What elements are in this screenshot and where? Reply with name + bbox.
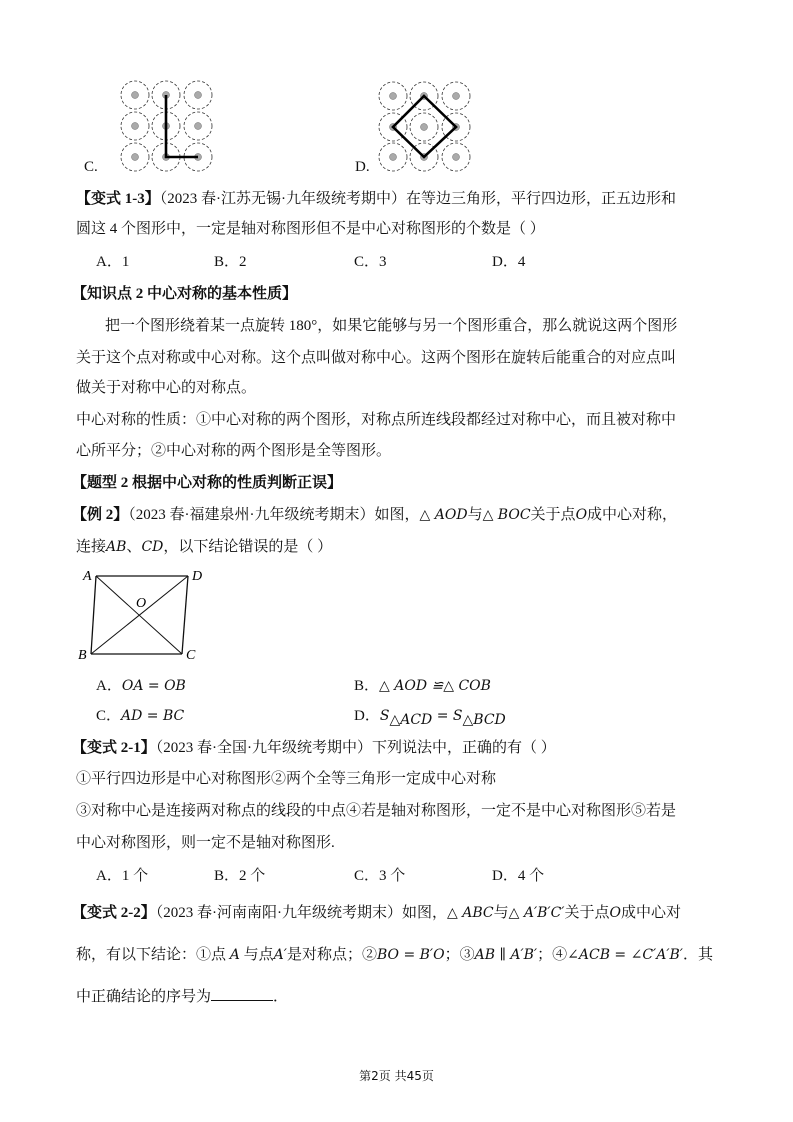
example-2-option-d xyxy=(354,706,506,730)
variant-2-1-option-d: D．4 个 xyxy=(492,868,545,884)
option-math-subscript: △BCD xyxy=(462,712,506,728)
knowledge-point-2-para1-line3: 做关于对称中心的对称点。 xyxy=(76,380,257,396)
example-2-text: 、 xyxy=(126,539,142,555)
variant-2-2-math: △ ABC xyxy=(447,905,494,921)
diagonal-db xyxy=(91,576,188,654)
knowledge-point-2-para1-line2: 关于这个点对称或中心对称。这个点叫做对称中心。这两个图形在旋转后能重合的对应点叫 xyxy=(76,350,677,366)
page-footer: 第2页 共45页 xyxy=(359,1069,434,1083)
option-math: = xyxy=(432,708,453,724)
edge-dc xyxy=(182,576,188,654)
variant-2-2-math: ∠ACB = ∠C′A′B′ xyxy=(567,947,683,963)
example-2-text: 与 xyxy=(467,507,483,523)
option-label: B． xyxy=(354,678,380,694)
variant-2-2-text: 成中心对 xyxy=(621,905,682,921)
knowledge-point-2-para2-line2: 心所平分；②中心对称的两个图形是全等图形。 xyxy=(76,443,392,459)
answer-blank[interactable] xyxy=(211,986,273,1001)
example-2-math: △ AOD xyxy=(419,507,468,523)
example-2-option-a xyxy=(96,676,186,696)
option-label: A． xyxy=(96,678,122,694)
variant-2-2-text: 是对称点；② xyxy=(286,947,377,963)
variant-2-2-math: △ A′B′C′ xyxy=(508,905,565,921)
vertex-label-a: A xyxy=(83,569,92,584)
variant-2-2-text: ；④ xyxy=(537,947,568,963)
variant-2-2-text: 关于点 xyxy=(564,905,610,921)
variant-1-3-tag: 【变式 1-3】 xyxy=(76,191,160,207)
option-c-label: C. xyxy=(84,159,98,175)
variant-1-3-option-a: A．1 xyxy=(96,254,130,270)
option-label: D． xyxy=(354,708,380,724)
edge-ba xyxy=(91,576,96,654)
option-math: AD = BC xyxy=(121,708,185,724)
variant-2-1-option-a: A．1 个 xyxy=(96,868,149,884)
variant-2-2-text: ． xyxy=(273,989,289,1005)
example-2-math: O xyxy=(575,507,588,523)
knowledge-point-2-heading: 【知识点 2 中心对称的基本性质】 xyxy=(72,286,298,302)
vertex-label-c: C xyxy=(186,648,196,663)
example-2-math: CD xyxy=(141,539,164,555)
example-2-text: 成中心对称， xyxy=(587,507,678,523)
variant-2-1-option-b: B．2 个 xyxy=(214,868,266,884)
variant-2-2-text: 中正确结论的序号为 xyxy=(76,989,212,1005)
example-2-option-b xyxy=(354,676,491,696)
example-2-math: △ BOC xyxy=(482,507,531,523)
variant-1-3-option-c: C．3 xyxy=(354,254,387,270)
vertex-label-d: D xyxy=(192,569,203,584)
example-2-option-c xyxy=(96,706,184,726)
variant-2-2-stem-line1 xyxy=(72,903,681,923)
option-math: OA = OB xyxy=(121,678,186,694)
variant-2-2-math: A′ xyxy=(273,947,287,963)
variant-2-1-source: （2023 春·全国·九年级统考期中） xyxy=(155,740,372,756)
variant-2-2-text: 与点 xyxy=(239,947,274,963)
variant-2-2-tag: 【变式 2-2】 xyxy=(72,905,156,921)
variant-2-2-text: ．其 xyxy=(683,947,714,963)
option-d-label: D. xyxy=(355,159,370,175)
option-math-subscript: △ACD xyxy=(389,712,433,728)
variant-2-1-line2: ③对称中心是连接两对称点的线段的中点④若是轴对称图形，一定不是中心对称图形⑤若是 xyxy=(76,803,677,819)
variant-1-3-stem-line2: 圆这 4 个图形中，一定是轴对称图形但不是中心对称图形的个数是（ ） xyxy=(76,221,545,237)
variant-1-3-source: （2023 春·江苏无锡·九年级统考期中） xyxy=(159,191,406,207)
variant-1-3-text1: 在等边三角形，平行四边形，正五边形和 xyxy=(406,191,677,207)
variant-2-1-option-c: C．3 个 xyxy=(354,868,406,884)
variant-2-1-tag: 【变式 2-1】 xyxy=(72,740,156,756)
example-2-source: （2023 春·福建泉州·九年级统考期末） xyxy=(128,507,375,523)
variant-2-2-math: AB ∥ A′B′ xyxy=(474,947,538,963)
variant-2-1-stem xyxy=(72,738,556,758)
variant-1-3-option-d: D．4 xyxy=(492,254,526,270)
variant-2-2-text: 如图， xyxy=(402,905,448,921)
option-math: S xyxy=(452,708,463,724)
variant-2-2-math: O xyxy=(609,905,621,921)
example-2-tag: 【例 2】 xyxy=(72,507,129,523)
option-math: S xyxy=(379,708,390,724)
option-label: C． xyxy=(96,708,122,724)
question-type-2-heading: 【题型 2 根据中心对称的性质判断正误】 xyxy=(72,475,343,491)
variant-1-3-option-b: B．2 xyxy=(214,254,247,270)
variant-2-2-text: 称，有以下结论：①点 xyxy=(76,947,230,963)
variant-2-2-text: 与 xyxy=(493,905,509,921)
variant-2-2-source: （2023 春·河南南阳·九年级统考期末） xyxy=(155,905,402,921)
variant-2-1-question: 下列说法中，正确的有（ ） xyxy=(372,740,556,756)
variant-2-2-math: BO = B′O xyxy=(376,947,445,963)
knowledge-point-2-para2-line1: 中心对称的性质：①中心对称的两个图形，对称点所连线段都经过对称中心，而且被对称中 xyxy=(76,412,677,428)
vertex-label-o: O xyxy=(136,596,147,611)
knowledge-point-2-para1-line1: 把一个图形绕着某一点旋转 180°，如果它能够与另一个图形重合，那么就说这两个图形 xyxy=(105,318,678,334)
example-2-text: 关于点 xyxy=(530,507,576,523)
example-2-text: 如图， xyxy=(374,507,420,523)
variant-2-2-text: ；③ xyxy=(444,947,475,963)
example-2-text: 连接 xyxy=(76,539,107,555)
variant-2-2-stem-line2 xyxy=(76,945,713,965)
variant-2-2-stem-line3 xyxy=(76,986,288,1007)
example-2-text: ，以下结论错误的是（ ） xyxy=(163,539,333,555)
example-2-math: AB xyxy=(106,539,127,555)
vertex-label-b: B xyxy=(78,648,87,663)
option-math: △ AOD ≌△ COB xyxy=(379,678,491,694)
variant-2-2-math: A xyxy=(229,947,240,963)
variant-2-1-line3: 中心对称图形，则一定不是轴对称图形. xyxy=(76,835,335,851)
variant-2-1-line1: ①平行四边形是中心对称图形②两个全等三角形一定成中心对称 xyxy=(76,771,497,787)
